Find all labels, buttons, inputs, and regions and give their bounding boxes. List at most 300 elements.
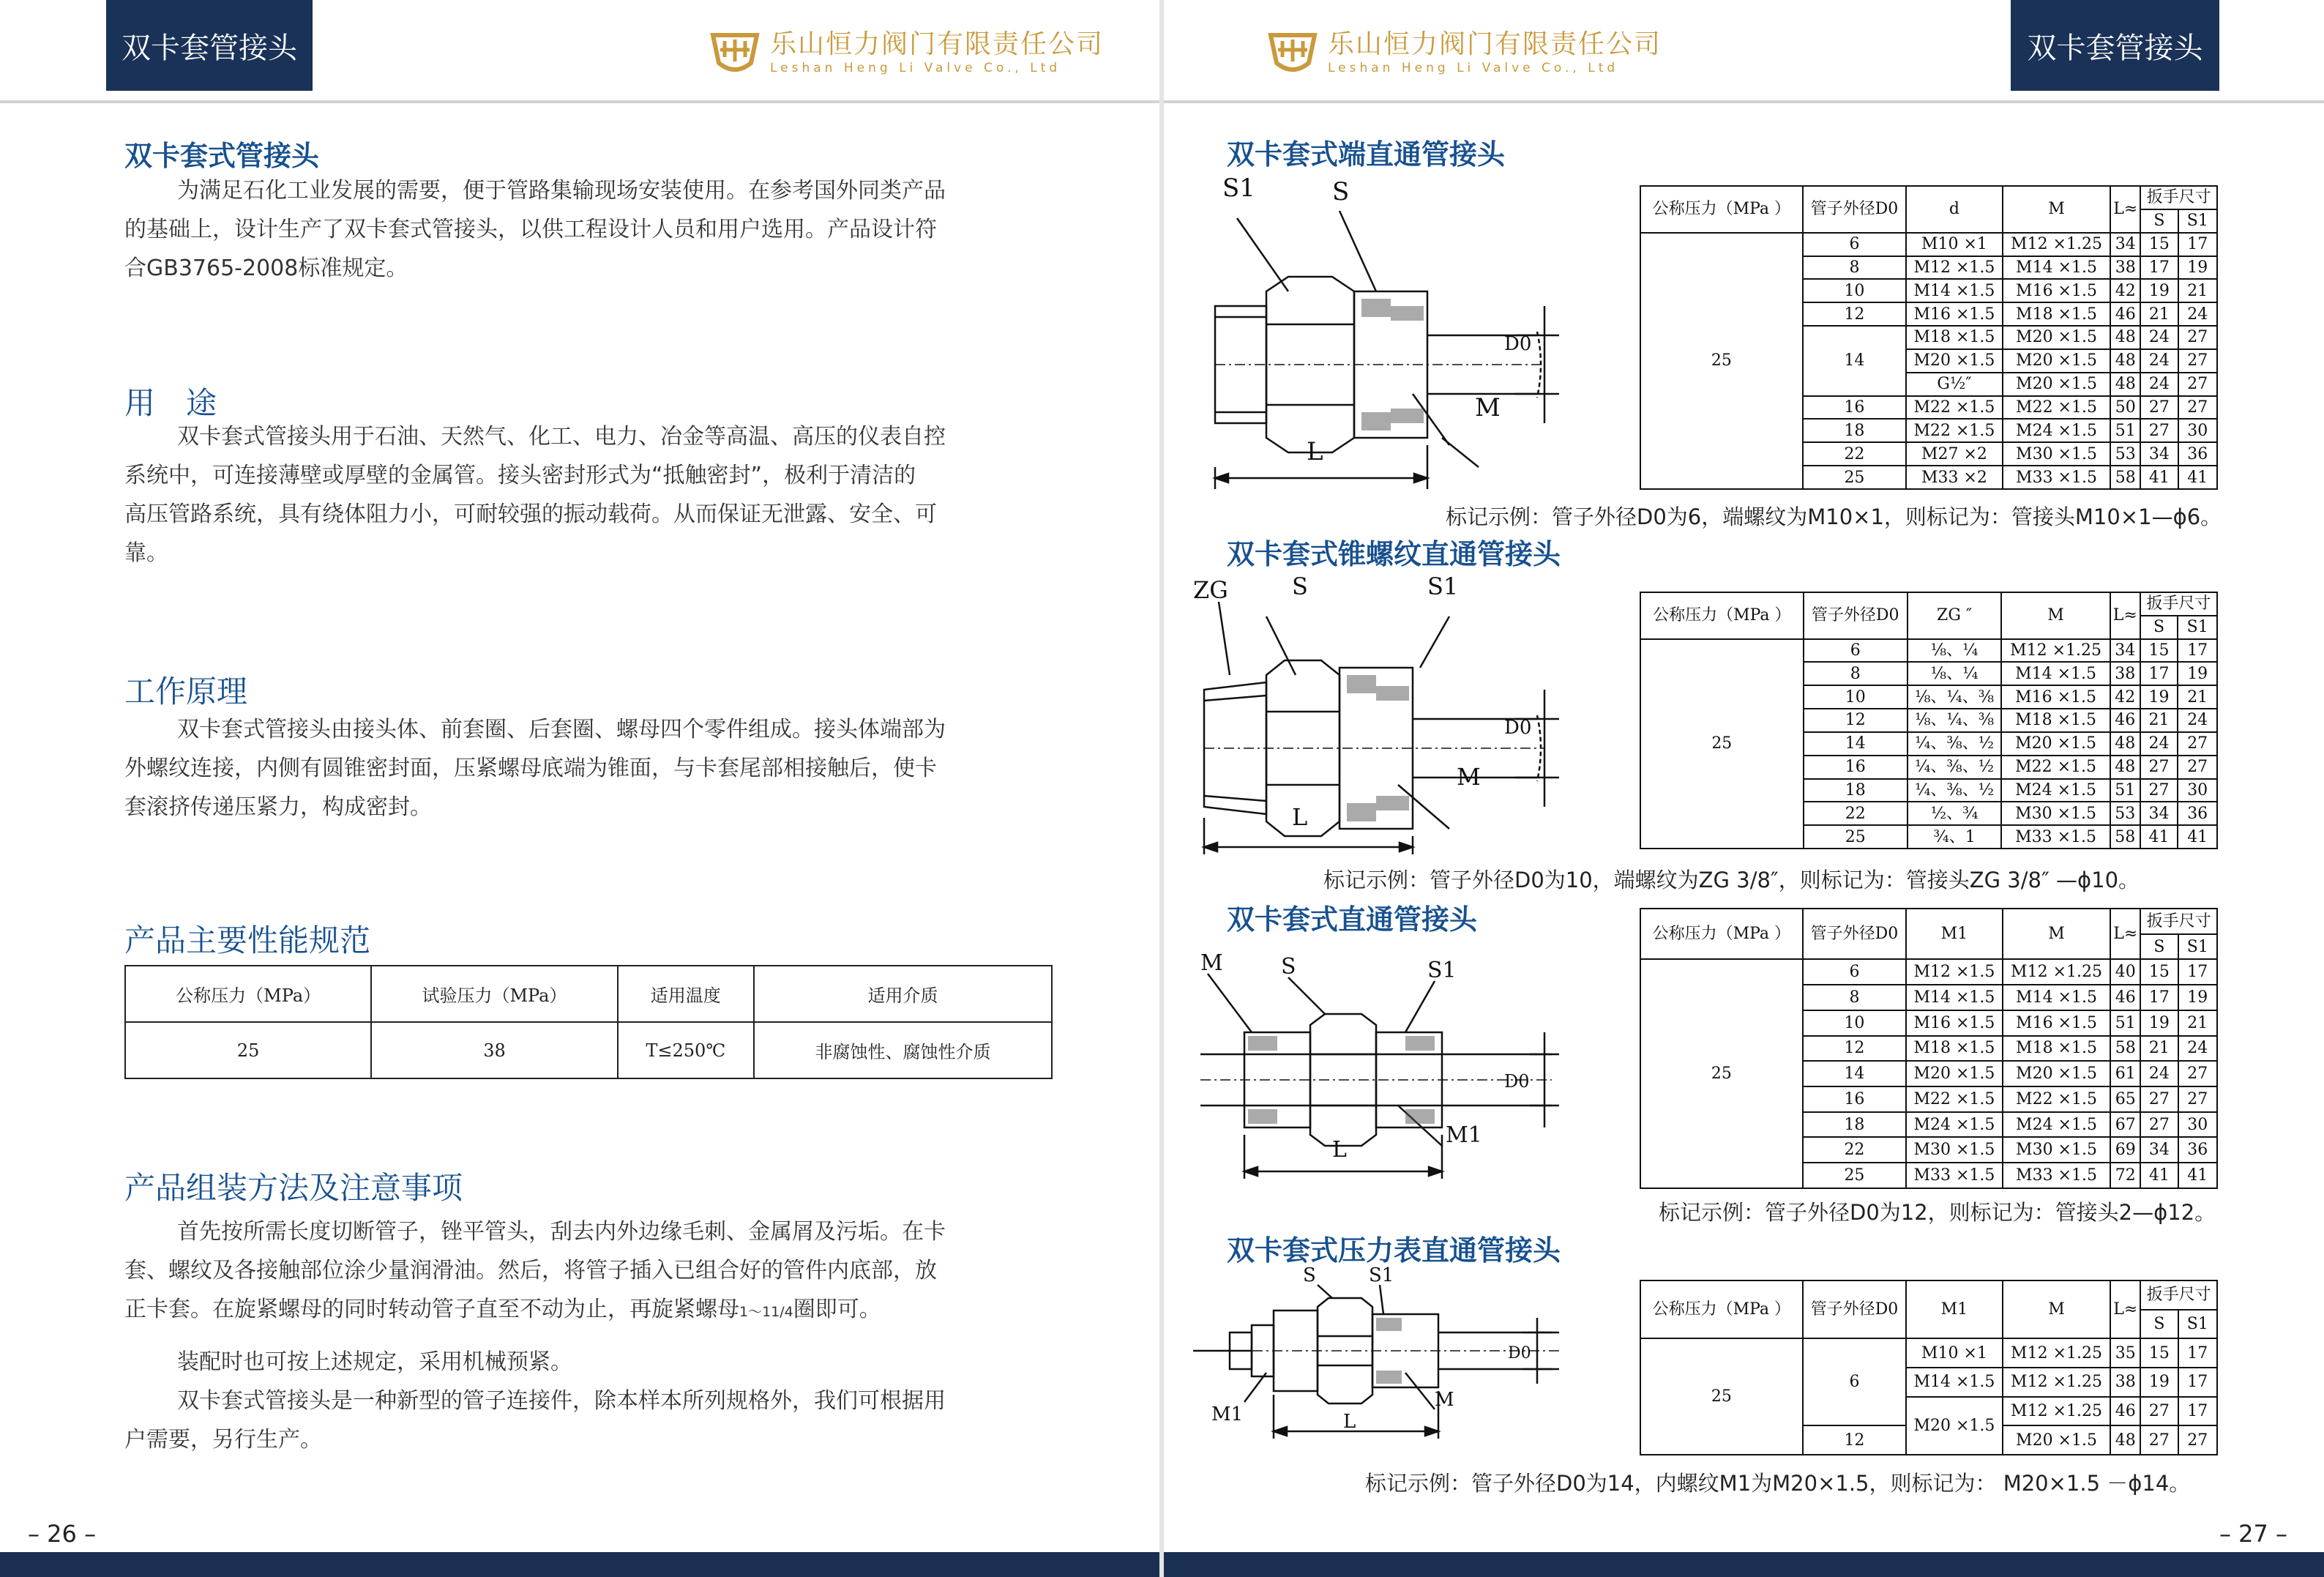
tube-od-value: 8 — [1803, 985, 1907, 1010]
header-thread-m: M — [2003, 186, 2111, 233]
thread-1-value: M33 ×1.5 — [1906, 1163, 2002, 1188]
tube-od-value: 12 — [1803, 1425, 1907, 1455]
table-row — [1640, 959, 2217, 985]
length-value: 51 — [2110, 419, 2140, 442]
thread-1-value: M10 ×1 — [1906, 233, 2002, 256]
thread-m-value: M20 ×1.5 — [2003, 1425, 2111, 1455]
s-value: 15 — [2140, 639, 2178, 663]
label-m1: M1 — [1211, 1403, 1244, 1425]
assembly-extra-text: 装配时也可按上述规定，采用机械预紧。 双卡套式管接头是一种新型的管子连接件，除本样本所列规格外，我们可根据用 户需要，另行生产。 — [124, 1349, 946, 1453]
spec-header-temperature: 适用温度 — [618, 966, 754, 1022]
dim-table-body — [1640, 592, 2217, 849]
spec-test-pressure-value: 38 — [371, 1022, 617, 1078]
thread-m-value: M30 ×1.5 — [2001, 802, 2110, 825]
thread-m-value: M33 ×1.5 — [2003, 466, 2111, 489]
length-value: 67 — [2110, 1112, 2140, 1138]
header-length: L≈ — [2110, 909, 2140, 959]
s-value: 24 — [2140, 732, 2178, 756]
s1-value: 24 — [2178, 1036, 2217, 1062]
label-s: S — [1281, 954, 1296, 980]
thread-m-value: M18 ×1.5 — [2003, 1036, 2111, 1062]
length-value: 51 — [2110, 779, 2140, 802]
header-s1: S1 — [2178, 616, 2217, 639]
thread-m-value: M16 ×1.5 — [2003, 1010, 2111, 1036]
thread-m-value: M22 ×1.5 — [2003, 1086, 2111, 1112]
thread-1-value: ¼、⅜、½ — [1908, 779, 2002, 802]
header-thread-m: M — [2003, 1280, 2111, 1338]
s-value: 27 — [2140, 1086, 2178, 1112]
intro-text: 为满足石化工业发展的需要，便于管路集输现场安装使用。在参考国外同类产品 的基础上，设计生产了双卡套式管接头，以供工程设计人员和用户选用。产品设计符 合GB3765-2008标准规定。 — [124, 178, 946, 281]
company-logo — [709, 28, 1104, 78]
principle-text: 双卡套式管接头由接头体、前套圈、后套圈、螺母四个零件组成。接头体端部为 外螺纹连接，内侧有圆锥密封面，压紧螺母底端为锥面，与卡套尾部相接触后，使卡 套滚挤传递压紧力，构成密封。 — [124, 717, 946, 820]
s-value: 21 — [2140, 1036, 2178, 1062]
footer-bar — [1164, 1552, 2324, 1577]
tube-od-value: 25 — [1803, 1163, 1907, 1188]
header-s: S — [2140, 934, 2178, 960]
header-s: S — [2140, 1310, 2178, 1339]
length-value: 48 — [2110, 756, 2140, 779]
company-name-en: Leshan Heng Li Valve Co., Ltd — [770, 61, 1061, 75]
s1-value: 41 — [2178, 1163, 2217, 1188]
thread-m-value: M22 ×1.5 — [2003, 396, 2111, 420]
length-value: 48 — [2110, 349, 2140, 373]
s1-value: 41 — [2178, 825, 2217, 849]
thread-m-value: M33 ×1.5 — [2003, 1163, 2111, 1188]
header-tube-od: 管子外径D0 — [1803, 186, 1907, 233]
dim-table-body — [1640, 1280, 2217, 1455]
end-straight-size-table — [1640, 185, 2218, 490]
label-l: L — [1307, 437, 1323, 466]
s1-value: 36 — [2178, 802, 2217, 825]
tube-od-value: 25 — [1804, 825, 1908, 849]
tube-od-value: 16 — [1803, 396, 1907, 420]
header-thread-m: M — [2001, 592, 2110, 639]
thread-m-value: M30 ×1.5 — [2003, 442, 2111, 466]
tube-od-value: 18 — [1803, 1112, 1907, 1138]
tube-od-value: 10 — [1804, 685, 1908, 709]
length-value: 38 — [2110, 662, 2140, 685]
label-m: M — [1475, 393, 1501, 422]
s1-value: 17 — [2178, 639, 2217, 663]
s1-value: 19 — [2178, 662, 2217, 685]
thread-1-value: ⅛、¼ — [1908, 662, 2002, 685]
table-header-row — [1640, 1280, 2217, 1310]
pressure-value: 25 — [1640, 639, 1804, 849]
length-value: 48 — [2110, 1425, 2140, 1455]
thread-1-value: M22 ×1.5 — [1906, 1086, 2002, 1112]
spec-header-test-pressure: 试验压力（MPa） — [371, 966, 617, 1022]
s1-value: 27 — [2178, 349, 2217, 373]
taper-thread-size-table — [1640, 592, 2218, 849]
thread-1-value: ⅛、¼、⅜ — [1908, 685, 2002, 709]
s-value: 15 — [2140, 1338, 2178, 1368]
thread-1-value: M18 ×1.5 — [1906, 1036, 2002, 1062]
s1-value: 30 — [2178, 419, 2217, 442]
label-zg: ZG — [1193, 576, 1228, 604]
thread-m-value: M33 ×1.5 — [2001, 825, 2110, 849]
s1-value: 19 — [2178, 256, 2217, 280]
label-d0: D0 — [1504, 717, 1532, 739]
header-pressure: 公称压力（MPa ） — [1640, 186, 1803, 233]
label-m: M — [1435, 1389, 1454, 1411]
s-value: 41 — [2140, 825, 2178, 849]
header-pressure: 公称压力（MPa ） — [1640, 592, 1804, 639]
length-value: 46 — [2110, 985, 2140, 1010]
page-number: – 26 – — [28, 1520, 97, 1548]
tube-od-value: 8 — [1803, 256, 1907, 280]
company-name-cn: 乐山恒力阀门有限责任公司 — [770, 29, 1105, 59]
length-value: 58 — [2110, 466, 2140, 489]
straight-connector-drawing — [1193, 944, 1559, 1193]
label-s: S — [1292, 573, 1308, 600]
thread-1-value: M20 ×1.5 — [1906, 1061, 2002, 1086]
s-value: 27 — [2140, 1397, 2178, 1426]
thread-m-value: M20 ×1.5 — [2003, 1061, 2111, 1086]
length-value: 34 — [2110, 639, 2140, 663]
performance-spec-table — [124, 965, 1053, 1079]
length-value: 46 — [2110, 1397, 2140, 1426]
dim-table-body — [1640, 186, 2217, 489]
length-value: 46 — [2110, 709, 2140, 732]
s-value: 17 — [2140, 662, 2178, 685]
length-value: 48 — [2110, 326, 2140, 349]
label-s1: S1 — [1427, 958, 1457, 983]
header-s1: S1 — [2178, 934, 2217, 960]
length-value: 35 — [2110, 1338, 2140, 1368]
section-title-gauge-straight: 双卡套式压力表直通管接头 — [1227, 1234, 1561, 1267]
thread-m-value: M12 ×1.25 — [2001, 639, 2110, 663]
s-value: 21 — [2140, 709, 2178, 732]
table-header-row — [1640, 186, 2217, 209]
label-m1: M1 — [1446, 1122, 1482, 1148]
table-row — [1640, 233, 2217, 256]
tube-od-value: 10 — [1803, 279, 1907, 302]
s-value: 41 — [2140, 466, 2178, 489]
thread-1-value: M18 ×1.5 — [1906, 326, 2002, 349]
length-value: 40 — [2110, 959, 2140, 985]
length-value: 42 — [2110, 685, 2140, 709]
s-value: 19 — [2140, 1368, 2178, 1397]
tube-od-value: 12 — [1803, 302, 1907, 326]
taper-thread-connector-drawing — [1193, 565, 1559, 865]
s1-value: 36 — [2178, 1137, 2217, 1163]
tube-od-value: 16 — [1803, 1086, 1907, 1112]
thread-1-value: ¼、⅜、½ — [1908, 756, 2002, 779]
spec-pressure-value: 25 — [125, 1022, 371, 1078]
length-value: 58 — [2110, 825, 2140, 849]
thread-m-value: M20 ×1.5 — [2003, 349, 2111, 373]
straight-size-table — [1640, 908, 2218, 1189]
s-value: 34 — [2140, 442, 2178, 466]
spec-medium-value: 非腐蚀性、腐蚀性介质 — [754, 1022, 1052, 1078]
header-s: S — [2140, 616, 2178, 639]
thread-1-value: M30 ×1.5 — [1906, 1137, 2002, 1163]
thread-1-value: ⅛、¼、⅜ — [1908, 709, 2002, 732]
header-pressure: 公称压力（MPa ） — [1640, 1280, 1803, 1338]
thread-1-value: M24 ×1.5 — [1906, 1112, 2002, 1138]
thread-m-value: M12 ×1.25 — [2003, 959, 2111, 985]
thread-1-value: M20 ×1.5 — [1906, 1397, 2002, 1455]
s-value: 19 — [2140, 279, 2178, 302]
header-tube-od: 管子外径D0 — [1804, 592, 1908, 639]
s1-value: 27 — [2178, 756, 2217, 779]
company-name-cn: 乐山恒力阀门有限责任公司 — [1328, 29, 1662, 59]
tube-od-value: 12 — [1804, 709, 1908, 732]
s-value: 15 — [2140, 959, 2178, 985]
intro-title: 双卡套式管接头 — [124, 140, 320, 172]
right-page — [1164, 0, 2324, 1577]
pressure-value: 25 — [1640, 233, 1803, 489]
header-rule — [0, 100, 1159, 103]
tube-od-value: 22 — [1803, 1137, 1907, 1163]
thread-m-value: M18 ×1.5 — [2001, 709, 2110, 732]
s1-value: 27 — [2178, 396, 2217, 420]
thread-m-value: M14 ×1.5 — [2001, 662, 2110, 685]
gauge-straight-connector-drawing — [1193, 1263, 1559, 1446]
label-s1: S1 — [1427, 573, 1459, 600]
header-rule — [1164, 100, 2324, 103]
marking-example: 标记示例：管子外径D0为12，则标记为：管接头2—ϕ12。 — [1659, 1200, 2216, 1225]
length-value: 53 — [2110, 802, 2140, 825]
s-value: 24 — [2140, 326, 2178, 349]
label-l: L — [1292, 803, 1308, 831]
label-s: S — [1332, 177, 1350, 206]
left-page — [0, 0, 1159, 1577]
length-value: 53 — [2110, 442, 2140, 466]
s1-value: 17 — [2178, 1368, 2217, 1397]
thread-1-value: M14 ×1.5 — [1906, 985, 2002, 1010]
thread-m-value: M22 ×1.5 — [2001, 756, 2110, 779]
thread-1-value: ½、¾ — [1908, 802, 2002, 825]
tube-od-value: 14 — [1803, 326, 1907, 396]
tube-od-value: 22 — [1804, 802, 1908, 825]
s-value: 19 — [2140, 685, 2178, 709]
header-wrench-size: 扳手尺寸 — [2140, 592, 2217, 616]
valve-logo-icon — [709, 28, 761, 78]
page-number: – 27 – — [2219, 1520, 2287, 1548]
spec-title: 产品主要性能规范 — [124, 922, 371, 958]
thread-1-value: M16 ×1.5 — [1906, 302, 2002, 326]
header-wrench-size: 扳手尺寸 — [2140, 909, 2217, 934]
s-value: 15 — [2140, 233, 2178, 256]
length-value: 48 — [2110, 373, 2140, 396]
header-thread-1: M1 — [1906, 909, 2002, 959]
header-thread-1: ZG ″ — [1908, 592, 2002, 639]
section-title-straight: 双卡套式直通管接头 — [1227, 903, 1478, 936]
end-straight-connector-drawing — [1193, 167, 1559, 504]
thread-1-value: M12 ×1.5 — [1906, 256, 2002, 280]
thread-m-value: M18 ×1.5 — [2003, 302, 2111, 326]
s1-value: 21 — [2178, 685, 2217, 709]
thread-1-value: ⅛、¼ — [1908, 639, 2002, 663]
length-value: 51 — [2110, 1010, 2140, 1036]
label-d0: D0 — [1504, 333, 1532, 355]
label-s1: S1 — [1222, 174, 1255, 203]
tube-od-value: 14 — [1803, 1061, 1907, 1086]
thread-m-value: M12 ×1.25 — [2003, 1368, 2111, 1397]
s1-value: 17 — [2178, 233, 2217, 256]
length-value: 42 — [2110, 279, 2140, 302]
thread-m-value: M20 ×1.5 — [2001, 732, 2110, 756]
length-value: 61 — [2110, 1061, 2140, 1086]
length-value: 34 — [2110, 233, 2140, 256]
s-value: 24 — [2140, 349, 2178, 373]
gauge-straight-size-table — [1640, 1280, 2218, 1455]
tube-od-value: 6 — [1803, 1338, 1907, 1425]
thread-m-value: M20 ×1.5 — [2003, 373, 2111, 396]
s1-value: 27 — [2178, 326, 2217, 349]
thread-m-value: M12 ×1.25 — [2003, 233, 2111, 256]
header-s1: S1 — [2178, 209, 2217, 233]
tube-od-value: 6 — [1803, 959, 1907, 985]
tube-od-value: 8 — [1804, 662, 1908, 685]
header-tube-od: 管子外径D0 — [1803, 1280, 1907, 1338]
s-value: 34 — [2140, 1137, 2178, 1163]
tube-od-value: 22 — [1803, 442, 1907, 466]
tube-od-value: 10 — [1803, 1010, 1907, 1036]
thread-1-value: M22 ×1.5 — [1906, 396, 2002, 420]
thread-m-value: M30 ×1.5 — [2003, 1137, 2111, 1163]
length-value: 46 — [2110, 302, 2140, 326]
thread-m-value: M24 ×1.5 — [2003, 1112, 2111, 1138]
header-length: L≈ — [2110, 592, 2140, 639]
s-value: 17 — [2140, 256, 2178, 280]
pressure-value: 25 — [1640, 1338, 1803, 1455]
spec-header-medium: 适用介质 — [754, 966, 1052, 1022]
label-d0: D0 — [1504, 1071, 1530, 1092]
header-s: S — [2140, 209, 2178, 233]
thread-m-value: M16 ×1.5 — [2001, 685, 2110, 709]
s1-value: 27 — [2178, 1061, 2217, 1086]
thread-m-value: M12 ×1.25 — [2003, 1338, 2111, 1368]
tube-od-value: 18 — [1803, 419, 1907, 442]
tube-od-value: 16 — [1804, 756, 1908, 779]
label-m: M — [1457, 763, 1481, 791]
label-s1: S1 — [1369, 1264, 1394, 1286]
s1-value: 24 — [2178, 302, 2217, 326]
assembly-title: 产品组装方法及注意事项 — [124, 1170, 463, 1206]
turns-value: 1～11/4 — [739, 1304, 793, 1320]
s-value: 27 — [2140, 756, 2178, 779]
s-value: 19 — [2140, 1010, 2178, 1036]
dim-table-body — [1640, 909, 2217, 1188]
s1-value: 17 — [2178, 1338, 2217, 1368]
thread-1-value: ¼、⅜、½ — [1908, 732, 2002, 756]
table-header-row — [1640, 909, 2217, 934]
s1-value: 24 — [2178, 709, 2217, 732]
s-value: 21 — [2140, 302, 2178, 326]
valve-logo-icon — [1266, 28, 1319, 78]
length-value: 50 — [2110, 396, 2140, 420]
header-pressure: 公称压力（MPa ） — [1640, 909, 1803, 959]
section-title-end-straight: 双卡套式端直通管接头 — [1227, 138, 1506, 171]
principle-title: 工作原理 — [124, 674, 248, 709]
s1-value: 41 — [2178, 466, 2217, 489]
s-value: 27 — [2140, 1112, 2178, 1138]
thread-1-value: M14 ×1.5 — [1906, 279, 2002, 302]
tube-od-value: 18 — [1804, 779, 1908, 802]
spec-temperature-value: T≤250℃ — [618, 1022, 754, 1078]
s1-value: 21 — [2178, 1010, 2217, 1036]
usage-text: 双卡套式管接头用于石油、天然气、化工、电力、冶金等高温、高压的仪表自控 系统中，可连接薄壁或厚壁的金属管。接头密封形式为“抵触密封”，极利于清洁的 高压管路系统，具有绕体阻力小，可耐较强的振动载荷。从而保证无泄露、安全、可 靠。 — [124, 424, 946, 566]
thread-1-value: M14 ×1.5 — [1906, 1368, 2002, 1397]
thread-1-value: G½″ — [1906, 373, 2002, 396]
thread-m-value: M12 ×1.25 — [2003, 1397, 2111, 1426]
tube-od-value: 12 — [1803, 1036, 1907, 1062]
label-d0: D0 — [1508, 1344, 1531, 1362]
header-thread-1: M1 — [1906, 1280, 2002, 1338]
header-wrench-size: 扳手尺寸 — [2140, 1280, 2217, 1310]
thread-1-value: M10 ×1 — [1906, 1338, 2002, 1368]
company-logo — [1266, 28, 1662, 78]
s-value: 27 — [2140, 1425, 2178, 1455]
header-thread-1: d — [1906, 186, 2002, 233]
thread-1-value: M12 ×1.5 — [1906, 959, 2002, 985]
s-value: 27 — [2140, 419, 2178, 442]
thread-m-value: M24 ×1.5 — [2003, 419, 2111, 442]
label-l: L — [1343, 1411, 1356, 1433]
length-value: 65 — [2110, 1086, 2140, 1112]
s1-value: 21 — [2178, 279, 2217, 302]
thread-1-value: ¾、1 — [1908, 825, 2002, 849]
spec-header-pressure: 公称压力（MPa） — [125, 966, 371, 1022]
section-tag: 双卡套管接头 — [106, 0, 313, 91]
tube-od-value: 6 — [1803, 233, 1907, 256]
s1-value: 19 — [2178, 985, 2217, 1010]
thread-m-value: M24 ×1.5 — [2001, 779, 2110, 802]
thread-1-value: M33 ×2 — [1906, 466, 2002, 489]
header-length: L≈ — [2110, 186, 2140, 233]
s-value: 41 — [2140, 1163, 2178, 1188]
table-row — [1640, 1338, 2217, 1368]
usage-title: 用 途 — [124, 385, 217, 421]
table-row — [1640, 639, 2217, 663]
s1-value: 30 — [2178, 779, 2217, 802]
header-s1: S1 — [2178, 1310, 2217, 1339]
s1-value: 17 — [2178, 959, 2217, 985]
tube-od-value: 25 — [1803, 466, 1907, 489]
s-value: 27 — [2140, 779, 2178, 802]
table-header-row — [1640, 592, 2217, 616]
s-value: 24 — [2140, 1061, 2178, 1086]
thread-1-value: M16 ×1.5 — [1906, 1010, 2002, 1036]
s1-value: 27 — [2178, 732, 2217, 756]
assembly-text: 首先按所需长度切断管子，锉平管头，刮去内外边缘毛刺、金属屑及污垢。在卡 套、螺纹及各接触部位涂少量润滑油。然后，将管子插入已组合好的管件内底部，放 正卡套。在旋紧螺母的同时转动管子直至不动为止，再旋紧螺母1～11/4圈即可。 — [124, 1219, 946, 1322]
s1-value: 27 — [2178, 1086, 2217, 1112]
length-value: 38 — [2110, 1368, 2140, 1397]
pressure-value: 25 — [1640, 959, 1803, 1188]
thread-1-value: M20 ×1.5 — [1906, 349, 2002, 373]
footer-bar — [0, 1552, 1159, 1577]
header-length: L≈ — [2110, 1280, 2140, 1338]
label-s: S — [1303, 1264, 1316, 1286]
label-m: M — [1200, 950, 1223, 976]
length-value: 69 — [2110, 1137, 2140, 1163]
header-tube-od: 管子外径D0 — [1803, 909, 1907, 959]
thread-m-value: M14 ×1.5 — [2003, 256, 2111, 280]
marking-example: 标记示例：管子外径D0为14，内螺纹M1为M20×1.5，则标记为： M20×1.5 －ϕ14。 — [1365, 1471, 2191, 1496]
thread-m-value: M14 ×1.5 — [2003, 985, 2111, 1010]
s1-value: 27 — [2178, 1425, 2217, 1455]
s-value: 34 — [2140, 802, 2178, 825]
s1-value: 30 — [2178, 1112, 2217, 1138]
tube-od-value: 14 — [1804, 732, 1908, 756]
thread-m-value: M16 ×1.5 — [2003, 279, 2111, 302]
length-value: 58 — [2110, 1036, 2140, 1062]
header-thread-m: M — [2003, 909, 2111, 959]
section-tag: 双卡套管接头 — [2011, 0, 2219, 91]
thread-m-value: M20 ×1.5 — [2003, 326, 2111, 349]
